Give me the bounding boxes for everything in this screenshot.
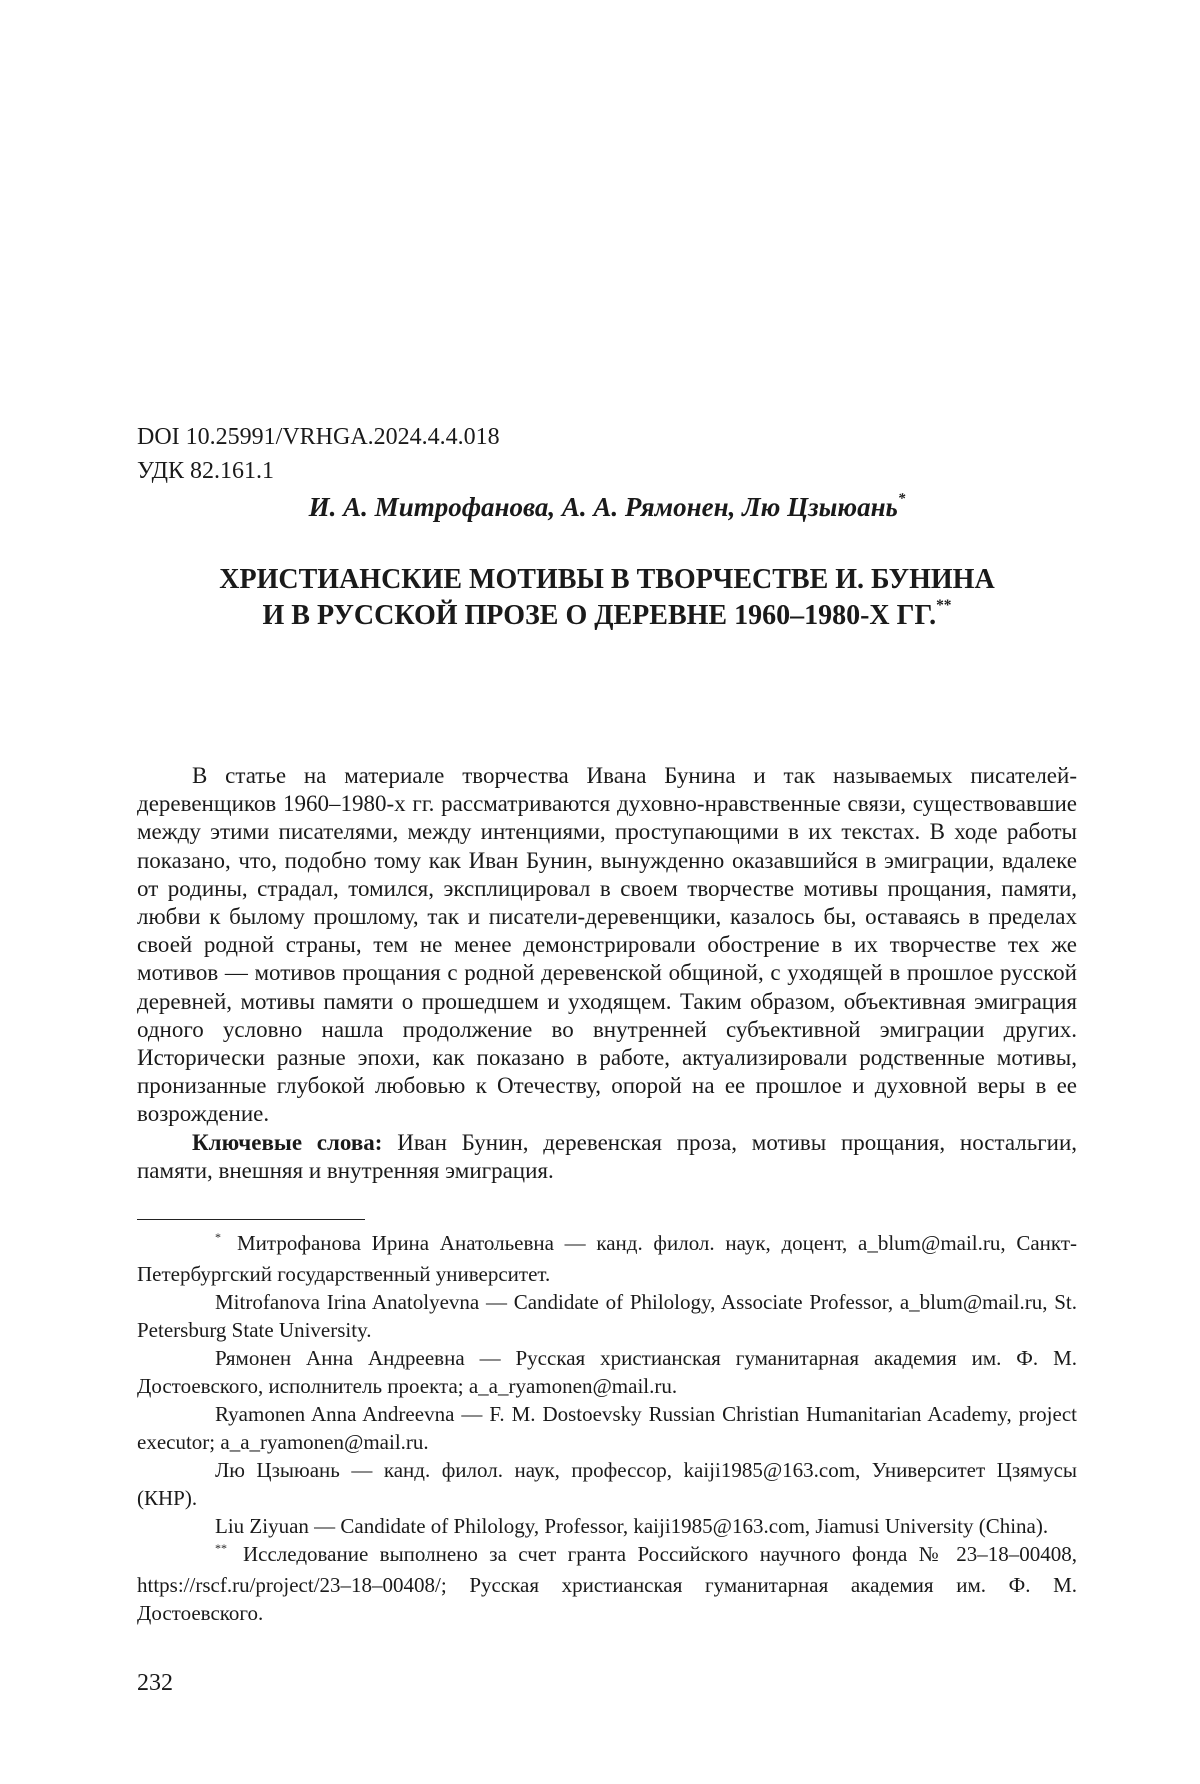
author1-ru-text: Митрофанова Ирина Анатольевна — канд. филол. наук, доцент, a_blum@mail.ru, Санкт-Петербургский государственный университет.: [137, 1231, 1077, 1286]
article-title: [137, 562, 1077, 634]
footnote-author1-ru: [137, 1229, 1077, 1288]
page-number: 232: [137, 1668, 173, 1698]
title-line-2: И В РУССКОЙ ПРОЗЕ О ДЕРЕВНЕ 1960–1980-Х ГГ.: [262, 600, 936, 631]
footnote-author2-en: Ryamonen Anna Andreevna — F. M. Dostoevsky Russian Christian Humanitarian Academy, project executor; a_a_ryamonen@mail.ru.: [137, 1400, 1077, 1456]
keywords-paragraph: [137, 1129, 1077, 1185]
footnote-grant: [137, 1540, 1077, 1627]
footnote-mark-2: **: [215, 1541, 227, 1555]
footnote-author3-en: Liu Ziyuan — Candidate of Philology, Professor, kaiji1985@163.com, Jiamusi University (China).: [137, 1512, 1077, 1540]
grant-text: Исследование выполнено за счет гранта Российского научного фонда № 23–18–00408, https://rscf.ru/project/23–18–00408/; Русская христианская гуманитарная академия им. Ф. М. Достоевского.: [137, 1542, 1077, 1625]
footnote-author3-ru: Лю Цзыюань — канд. филол. наук, профессор, kaiji1985@163.com, Университет Цзямусы (КНР).: [137, 1456, 1077, 1512]
abstract-text: В статье на материале творчества Ивана Бунина и так называемых писателей-деревенщиков 1960–1980-х гг. рассматриваются духовно-нравственные связи, существовавшие между этими писателями, между интенциями, проступающими в их текстах. В ходе работы показано, что, подобно тому как Иван Бунин, вынужденно оказавшийся в эмиграции, вдалеке от родины, страдал, томился, эксплицировал в своем творчестве мотивы прощания, памяти, любви к былому прошлому, так и писатели-деревенщики, казалось бы, оставаясь в пределах своей родной страны, тем не менее демонстрировали обострение в их творчестве тех же мотивов — мотивов прощания с родной деревенской общиной, с уходящей в прошлое русской деревней, мотивы памяти о прошедшем и уходящем. Таким образом, объективная эмиграция одного условно нашла продолжение во внутренней субъективной эмиграции других. Исторически разные эпохи, как показано в работе, актуализировали родственные мотивы, пронизанные глубокой любовью к Отечеству, опорой на ее прошлое и духовной веры в ее возрождение.: [137, 762, 1077, 1129]
keywords-text: Иван Бунин, деревенская проза, мотивы прощания, ностальгии, памяти, внешняя и внутренняя эмиграция.: [137, 1130, 1077, 1183]
footnote-divider: [137, 1219, 365, 1220]
article-authors: [137, 490, 1077, 524]
title-line-1: ХРИСТИАНСКИЕ МОТИВЫ В ТВОРЧЕСТВЕ И. БУНИНА: [137, 562, 1077, 598]
footnote-author2-ru: Рямонен Анна Андреевна — Русская христианская гуманитарная академия им. Ф. М. Достоевского, исполнитель проекта; a_a_ryamonen@mail.ru.: [137, 1344, 1077, 1400]
keywords-label: Ключевые слова:: [192, 1130, 382, 1155]
footnote-mark-1: *: [215, 1230, 221, 1244]
abstract: [137, 762, 1077, 1185]
journal-page: [0, 0, 1200, 1784]
authors-text: И. А. Митрофанова, А. А. Рямонен, Лю Цзыюань: [309, 492, 898, 522]
footnote-author1-en: Mitrofanova Irina Anatolyevna — Candidate of Philology, Associate Professor, a_blum@mail.ru, St. Petersburg State University.: [137, 1288, 1077, 1344]
authors-footnote-mark: *: [898, 491, 905, 507]
doi-line: DOI 10.25991/VRHGA.2024.4.4.018: [137, 422, 500, 452]
title-footnote-mark: **: [936, 597, 951, 614]
footnotes: [137, 1229, 1077, 1627]
udk-line: УДК 82.161.1: [137, 456, 274, 486]
title-line-2-wrapper: [137, 598, 1077, 634]
